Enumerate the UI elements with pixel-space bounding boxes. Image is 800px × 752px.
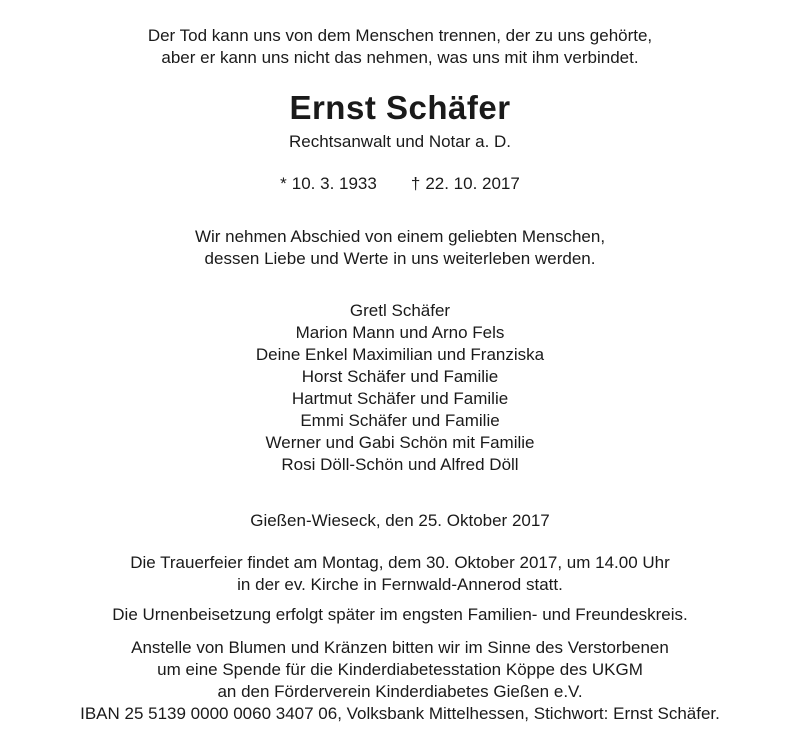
mourner-name: Werner und Gabi Schön mit Familie (265, 433, 535, 452)
death-cross-icon: † (410, 174, 421, 193)
mourner-name: Horst Schäfer und Familie (301, 367, 499, 386)
birth-star-icon: * (280, 174, 287, 193)
quote-line-2: aber er kann uns nicht das nehmen, was uns mit ihm verbindet. (161, 48, 639, 67)
deceased-name: Ernst Schäfer (289, 89, 511, 126)
donation-line-2: um eine Spende für die Kinderdiabetesstation Köppe des UKGM (157, 660, 643, 679)
farewell-line-1: Wir nehmen Abschied von einem geliebten Menschen, (194, 227, 606, 246)
mourner-name: Deine Enkel Maximilian und Franziska (255, 345, 545, 364)
place-and-date: Gießen-Wieseck, den 25. Oktober 2017 (250, 511, 550, 530)
mourner-name: Rosi Döll-Schön und Alfred Döll (281, 455, 519, 474)
birth-date-group (280, 173, 377, 195)
life-dates (0, 173, 800, 195)
mourner-name: Emmi Schäfer und Familie (300, 411, 500, 430)
birth-date: 10. 3. 1933 (291, 174, 377, 193)
deceased-title: Rechtsanwalt und Notar a. D. (288, 132, 512, 151)
urn-burial-info: Die Urnenbeisetzung erfolgt später im engsten Familien- und Freundeskreis. (112, 605, 688, 624)
mourner-name: Marion Mann und Arno Fels (295, 323, 505, 342)
death-date: 22. 10. 2017 (425, 174, 520, 193)
donation-bank-details: IBAN 25 5139 0000 0060 3407 06, Volksbank Mittelhessen, Stichwort: Ernst Schäfer. (80, 704, 720, 723)
funeral-info-line-2: in der ev. Kirche in Fernwald-Annerod statt. (237, 575, 563, 594)
funeral-info-line-1: Die Trauerfeier findet am Montag, dem 30. Oktober 2017, um 14.00 Uhr (130, 553, 670, 572)
death-date-group (411, 173, 520, 195)
mourner-name: Gretl Schäfer (349, 301, 451, 320)
donation-line-3: an den Förderverein Kinderdiabetes Gießen e.V. (217, 682, 583, 701)
donation-line-1: Anstelle von Blumen und Kränzen bitten wir im Sinne des Verstorbenen (131, 638, 669, 657)
mourner-name: Hartmut Schäfer und Familie (291, 389, 509, 408)
farewell-line-2: dessen Liebe und Werte in uns weiterleben werden. (204, 249, 596, 268)
quote-line-1: Der Tod kann uns von dem Menschen trennen, der zu uns gehörte, (147, 26, 653, 45)
